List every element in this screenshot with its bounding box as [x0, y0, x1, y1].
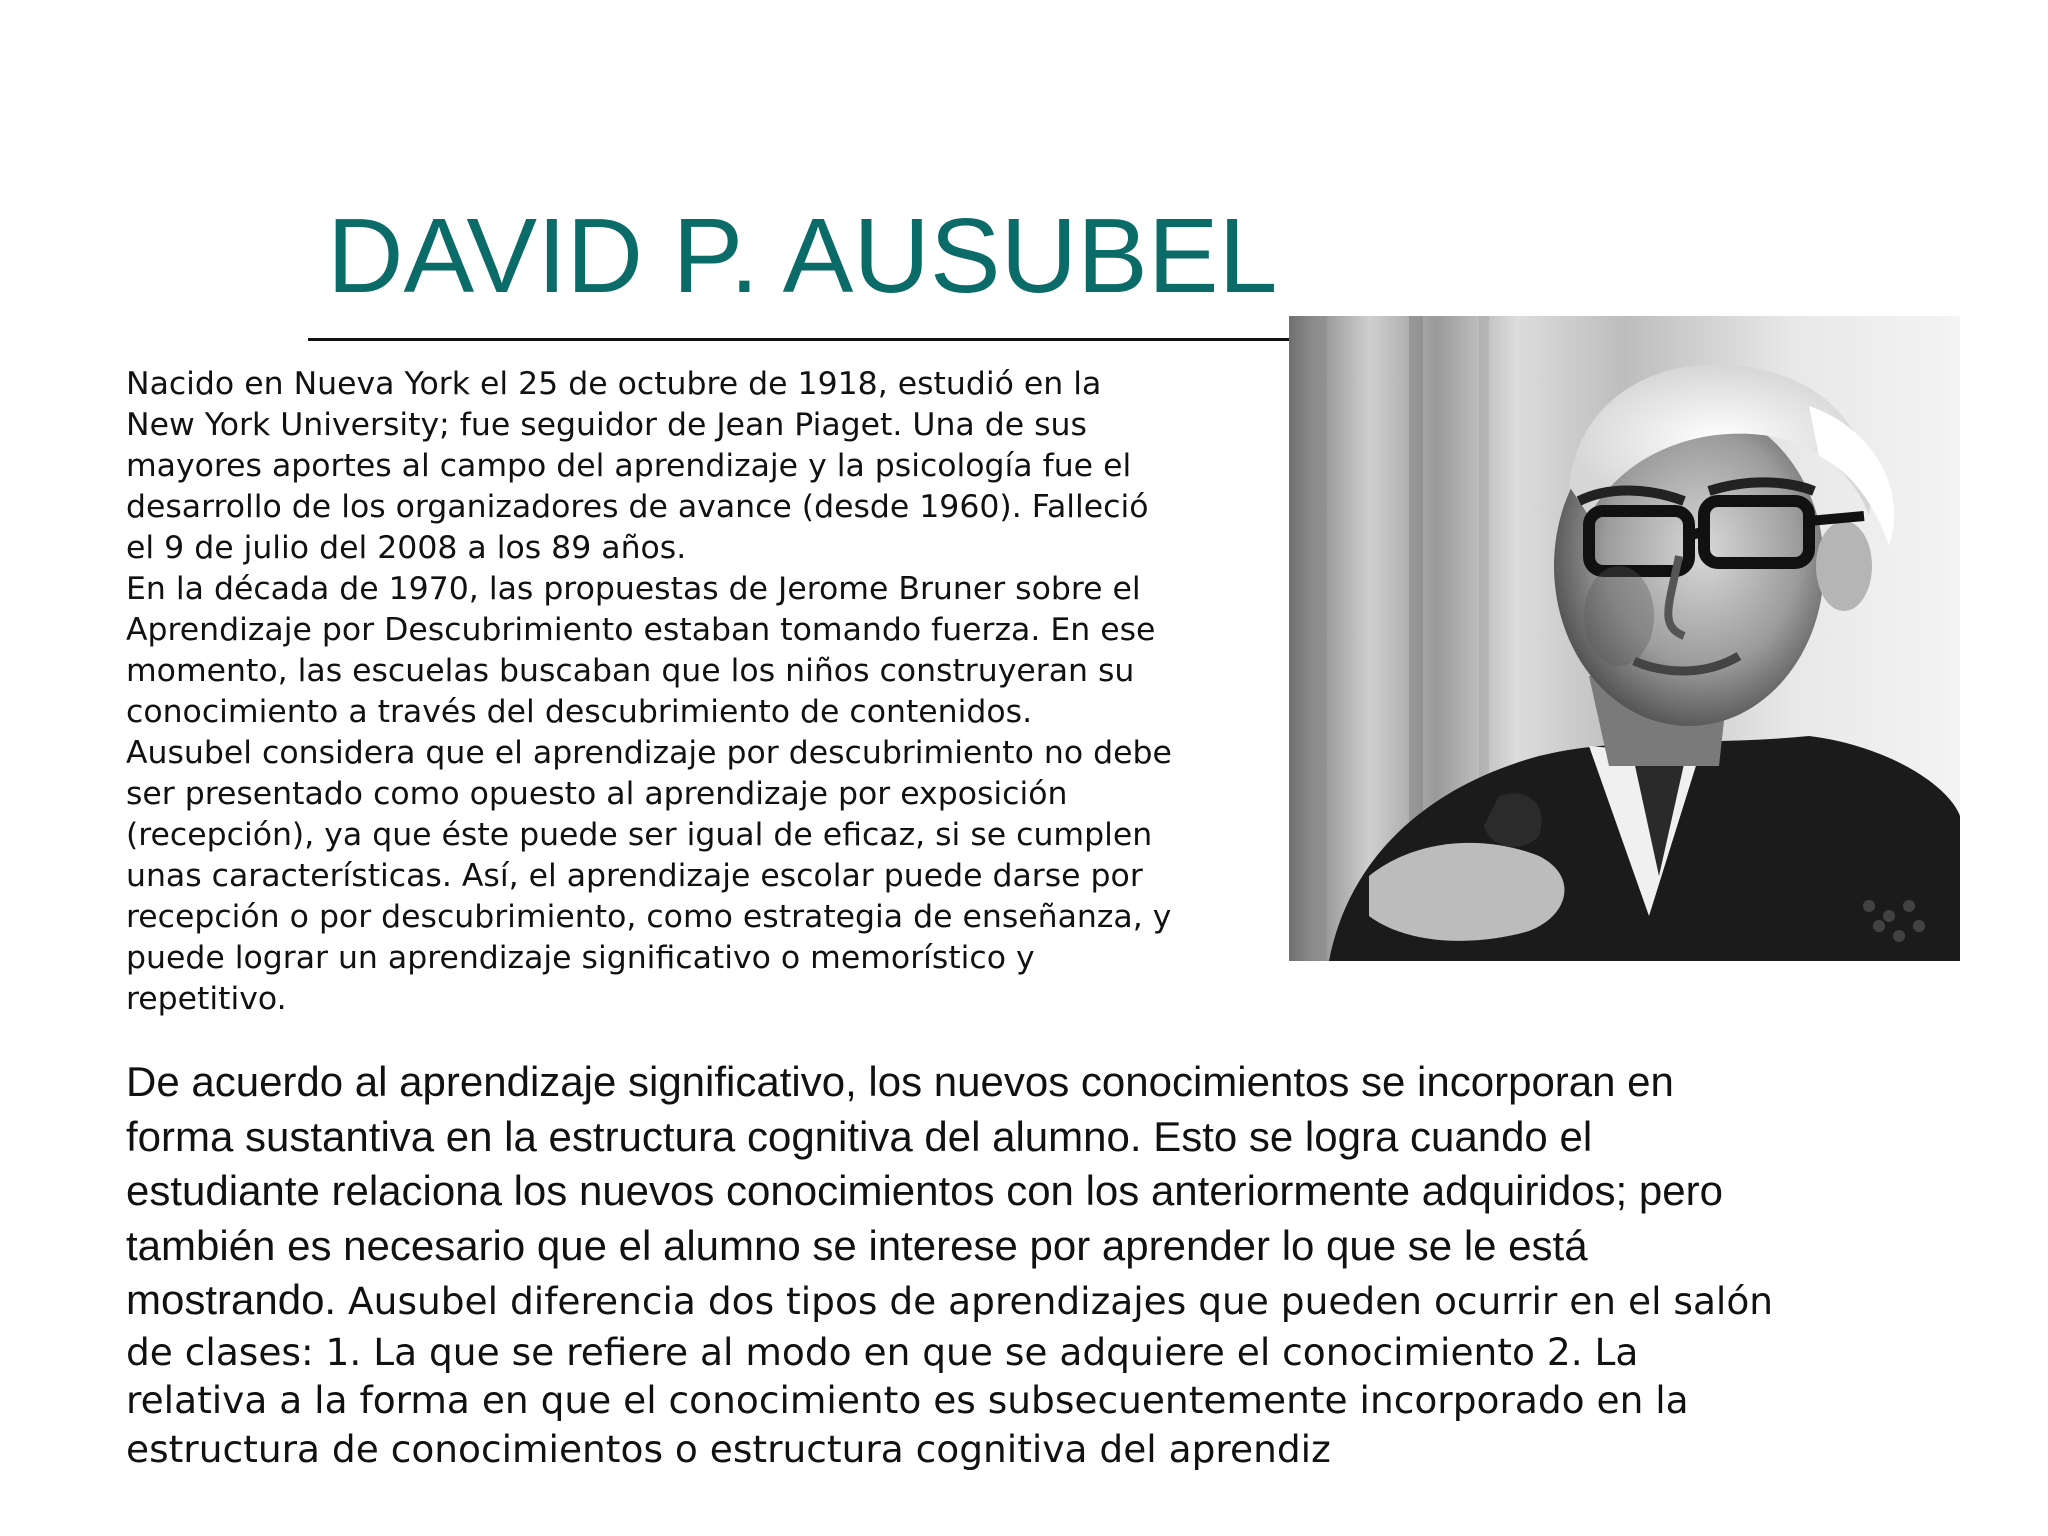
- main-text-rest: Ausubel diferencia dos tipos de aprendizajes que pueden ocurrir en el salón de clases: 1. La que se refiere al modo en que se adquiere el conocimiento 2. La relativa a la forma en que el conocimiento es subsecuentemente incorporado en la estructura de conocimientos o estructura cognitiva del aprendiz: [126, 1279, 1774, 1471]
- slide-title: DAVID P. AUSUBEL: [327, 197, 1278, 315]
- bio-paragraph: Nacido en Nueva York el 25 de octubre de 1918, estudió en la New York University; fue seguidor de Jean Piaget. Una de sus mayores aportes al campo del aprendizaje y la psicología fue el desarrollo de los organizadores de avance (desde 1960). Falleció el 9 de julio del 2008 a los 89 años.: [126, 366, 1149, 566]
- main-text-lead: De acuerdo al aprendizaje significativo, los nuevos conocimientos se incorporan en forma sustantiva en la estructura cognitiva del alumno. Esto se logra cuando el estudiante relaciona los nuevos conocimientos con los anteriormente adquiridos; pero también es necesario que el alumno se interese por aprender lo que se le está mostrando.: [126, 1058, 1723, 1323]
- bio-paragraph: Ausubel considera que el aprendizaje por descubrimiento no debe ser presentado como opuesto al aprendizaje por exposición (recepción), ya que éste puede ser igual de eficaz, si se cumplen unas características. Así, el aprendizaje escolar puede darse por recepción o por descubrimiento, como estrategia de enseñanza, y puede lograr un aprendizaje significativo o memorístico y repetitivo.: [126, 735, 1172, 1017]
- bio-text-block: [126, 364, 1276, 1020]
- title-underline: [308, 338, 1290, 341]
- bio-paragraph: En la década de 1970, las propuestas de Jerome Bruner sobre el Aprendizaje por Descubrimiento estaban tomando fuerza. En ese momento, las escuelas buscaban que los niños construyeran su conocimiento a través del descubrimiento de contenidos.: [126, 571, 1156, 730]
- main-text-block: [126, 1055, 1996, 1473]
- portrait-photo: [1289, 316, 1960, 961]
- portrait-illustration: [1289, 316, 1960, 961]
